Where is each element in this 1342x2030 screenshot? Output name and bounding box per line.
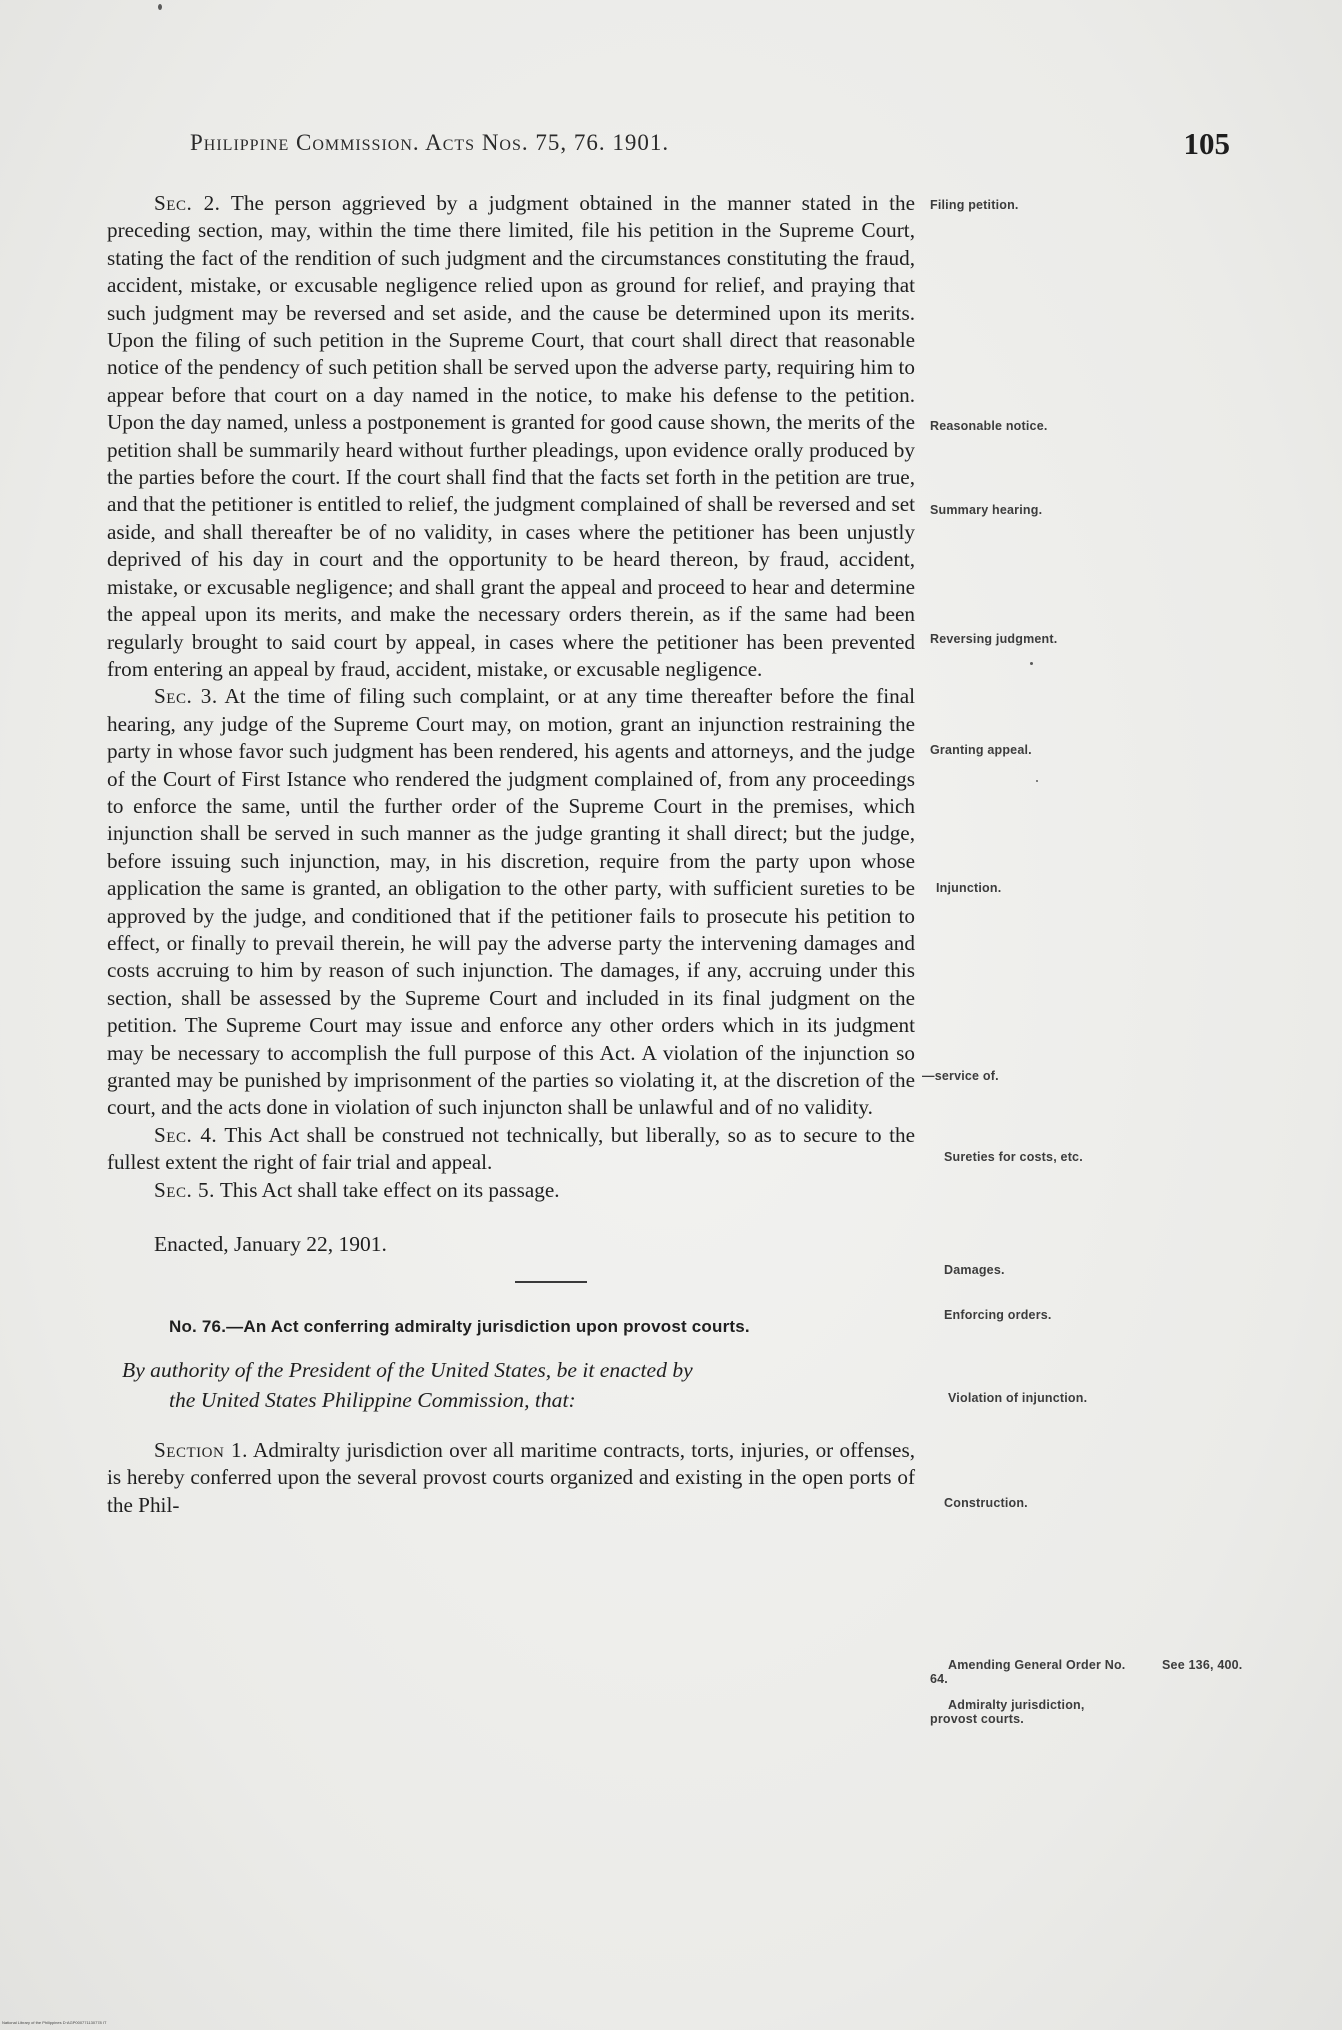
- margin-note-granting-appeal: Granting appeal.: [930, 743, 1032, 757]
- footer-credit: National Library of the Philippines D·AGP000771130778 IT: [2, 2020, 107, 2025]
- act-76-section-1-paragraph: [107, 1437, 915, 1519]
- ink-speck: [158, 4, 162, 10]
- section-4-paragraph: [107, 1122, 915, 1177]
- enacting-clause: [122, 1355, 915, 1415]
- section-5-text: This Act shall take effect on its passage.: [214, 1177, 560, 1202]
- section-3-label: Sec. 3.: [154, 684, 218, 709]
- margin-note-violation: Violation of injunction.: [948, 1391, 1088, 1405]
- running-title: Philippine Commission. Acts Nos. 75, 76. 1901.: [190, 130, 670, 155]
- margin-note-service-of: —service of.: [922, 1069, 999, 1083]
- body-text: [107, 190, 915, 1519]
- enacting-clause-line-1: By authority of the President of the United States, be it enacted by: [122, 1358, 693, 1383]
- margin-note-sureties: Sureties for costs, etc.: [944, 1150, 1083, 1164]
- enacted-date: Enacted, January 22, 1901.: [154, 1232, 387, 1257]
- section-2-text: The person aggrieved by a judgment obtained in the manner stated in the preceding section, may, within the time there limited, file his petition in the Supreme Court, stating the fact of the rendition of such judgment and the circumstances constituting the fraud, accident, mistake, or excusable negligence relied upon as ground for relief, and praying that such judgment may be reversed and set aside, and the cause be determined upon its merits. Upon the filing of such petition in the Supreme Court, that court shall direct that reasonable notice of the pendency of such petition shall be served upon the adverse party, requiring him to appear before that court on a day named in the notice, to make his defense to the petition. Upon the day named, unless a postponement is granted for good cause shown, the merits of the petition shall be summarily heard without further pleadings, upon evidence orally produced by the parties before the court. If the court shall find that the facts set forth in the petition are true, and that the petitioner is entitled to relief, the judgment complained of shall be reversed and set aside, and shall thereafter be of no validity, in cases where the petitioner has been unjustly deprived of his day in court and the opportunity to be heard thereon, by fraud, accident, mistake, or excusable negligence; and shall grant the appeal and proceed to hear and determine the appeal upon its merits, and make the necessary orders therein, as if the same had been regularly brought to said court by appeal, in cases where the petitioner has been prevented from entering an appeal by fraud, accident, mistake, or excusable negligence.: [107, 191, 915, 681]
- section-3-paragraph: [107, 683, 915, 1122]
- margin-note-injunction: Injunction.: [936, 881, 1002, 895]
- section-3-text: At the time of filing such complaint, or at any time thereafter before the final hearing, any judge of the Supreme Court may, on motion, grant an injunction restraining the party in whose favor such judgment has been rendered, his agents and attorneys, and the judge of the Court of First Istance who rendered the judgment complained of, from any proceedings to enforce the same, until the further order of the Supreme Court in the premises, which injunction shall be served in such manner as the judge granting it shall direct; but the judge, before issuing such injunction, may, in his discretion, require from the party upon whose application the same is granted, an obligation to the other party, with sufficient sureties to be approved by the judge, and conditioned that if the petitioner fails to prosecute his petition to effect, or finally to prevail therein, he will pay the adverse party the intervening damages and costs accruing to him by reason of such injunction. The damages, if any, accruing under this section, shall be assessed by the Supreme Court and included in its final judgment on the petition. The Supreme Court may issue and enforce any other orders which in its judgment may be necessary to accomplish the full purpose of this Act. A violation of the injunction so granted may be punished by imprisonment of the parties so violating it, at the discretion of the court, and the acts done in violation of such injuncton shall be unlawful and of no validity.: [107, 684, 915, 1120]
- section-divider: [515, 1281, 587, 1283]
- margin-note-reversing-judgment: Reversing judgment.: [930, 632, 1058, 646]
- margin-note-reasonable-notice: Reasonable notice.: [930, 419, 1048, 433]
- margin-note-amending: Amending General Order No. 64.: [930, 1658, 1126, 1686]
- margin-note-damages: Damages.: [944, 1263, 1005, 1277]
- section-5-paragraph: [107, 1177, 915, 1204]
- ink-speck: [1030, 662, 1033, 665]
- act-76-title: No. 76.—An Act conferring admiralty jurisdiction upon provost courts.: [169, 1317, 750, 1337]
- margin-note-filing-petition: Filing petition.: [930, 198, 1019, 212]
- page-header: [190, 126, 1230, 166]
- margin-note-enforcing-orders: Enforcing orders.: [944, 1308, 1052, 1322]
- enacting-clause-line-2: the United States Philippine Commission, that:: [169, 1388, 576, 1413]
- margin-note-construction: Construction.: [944, 1496, 1028, 1510]
- section-2-label: Sec. 2.: [154, 191, 221, 215]
- section-2-paragraph: [107, 190, 915, 683]
- act-76-section-1-text: Admiralty jurisdiction over all maritime contracts, torts, injuries, or offenses, is hereby conferred upon the several provost courts organized and existing in the open ports of the Phil-: [107, 1438, 916, 1517]
- margin-note-summary-hearing: Summary hearing.: [930, 503, 1043, 517]
- ink-speck: [1036, 780, 1038, 782]
- section-4-label: Sec. 4.: [154, 1122, 218, 1147]
- section-4-text: This Act shall be construed not technically, but liberally, so as to secure to the fullest extent the right of fair trial and appeal.: [107, 1122, 916, 1175]
- act-76-section-1-label: Section 1.: [154, 1438, 248, 1463]
- margin-note-admiralty: Admiralty jurisdiction, provost courts.: [930, 1698, 1085, 1726]
- section-5-label: Sec. 5.: [154, 1177, 215, 1202]
- margin-note-see-reference: See 136, 400.: [1162, 1658, 1243, 1672]
- page-number: 105: [1183, 126, 1230, 161]
